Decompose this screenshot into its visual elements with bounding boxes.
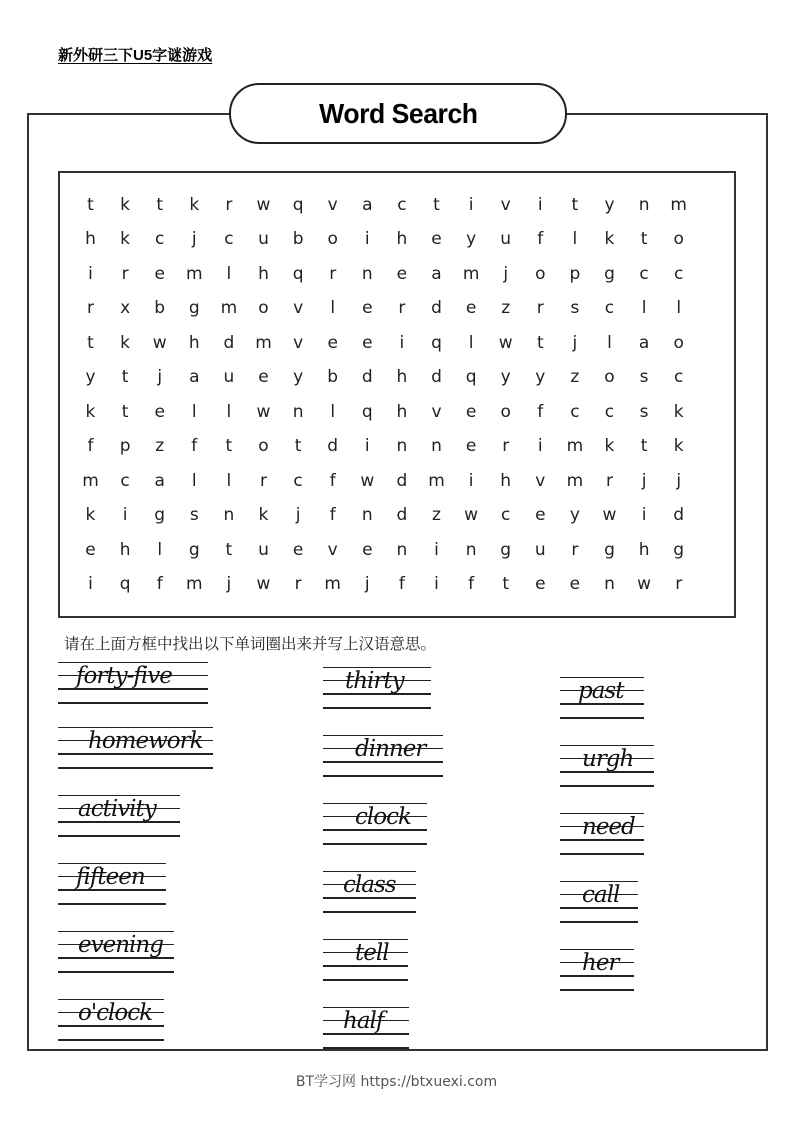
- grid-letter[interactable]: p: [569, 264, 581, 284]
- grid-letter[interactable]: u: [258, 540, 269, 560]
- vocabulary-word: fifteen: [76, 864, 145, 890]
- grid-letter[interactable]: v: [327, 540, 338, 560]
- grid-letter[interactable]: t: [640, 436, 648, 456]
- grid-letter[interactable]: d: [396, 505, 408, 525]
- grid-letter[interactable]: l: [468, 333, 474, 353]
- grid-letter[interactable]: i: [641, 505, 647, 525]
- grid-letter[interactable]: f: [537, 402, 544, 422]
- grid-letter[interactable]: a: [362, 195, 373, 215]
- grid-letter[interactable]: l: [226, 402, 232, 422]
- handwriting-guide-line: [58, 702, 208, 704]
- grid-letter[interactable]: e: [465, 402, 477, 422]
- grid-letter[interactable]: l: [191, 471, 197, 491]
- grid-letter[interactable]: b: [292, 229, 304, 249]
- grid-letter[interactable]: u: [534, 540, 546, 560]
- vocabulary-word: urgh: [582, 746, 634, 772]
- grid-letter[interactable]: t: [640, 229, 648, 249]
- vocabulary-word: her: [582, 950, 619, 976]
- vocabulary-item: [58, 795, 180, 835]
- grid-letter[interactable]: q: [292, 264, 304, 284]
- grid-letter[interactable]: w: [256, 195, 271, 215]
- grid-letter[interactable]: m: [82, 471, 99, 491]
- grid-letter[interactable]: t: [225, 540, 233, 560]
- grid-row: [60, 188, 734, 222]
- grid-letter[interactable]: d: [673, 505, 685, 525]
- grid-letter[interactable]: y: [85, 367, 96, 387]
- grid-letter[interactable]: z: [155, 436, 165, 456]
- grid-letter[interactable]: l: [330, 402, 336, 422]
- grid-letter[interactable]: w: [464, 505, 479, 525]
- grid-row: [60, 429, 734, 463]
- grid-letter[interactable]: n: [431, 436, 442, 456]
- grid-letter[interactable]: o: [604, 367, 615, 387]
- grid-letter[interactable]: z: [570, 367, 580, 387]
- grid-letter[interactable]: k: [258, 505, 269, 525]
- grid-letter[interactable]: t: [121, 402, 129, 422]
- grid-row: [60, 326, 734, 360]
- vocabulary-item: [560, 949, 634, 989]
- grid-letter[interactable]: q: [292, 195, 304, 215]
- grid-letter[interactable]: r: [294, 574, 302, 594]
- grid-letter[interactable]: g: [188, 540, 200, 560]
- grid-letter[interactable]: b: [154, 298, 166, 318]
- grid-letter[interactable]: t: [121, 367, 129, 387]
- grid-letter[interactable]: e: [85, 540, 96, 560]
- grid-letter[interactable]: y: [500, 367, 511, 387]
- grid-letter[interactable]: o: [535, 264, 546, 284]
- grid-letter[interactable]: i: [122, 505, 128, 525]
- grid-letter[interactable]: c: [674, 367, 684, 387]
- grid-letter[interactable]: l: [226, 264, 232, 284]
- grid-letter[interactable]: i: [434, 574, 439, 594]
- grid-letter[interactable]: n: [361, 505, 373, 525]
- grid-letter[interactable]: z: [432, 505, 441, 525]
- vocabulary-item: [58, 727, 213, 767]
- handwriting-guide-line: [560, 989, 634, 991]
- grid-letter[interactable]: w: [498, 333, 513, 353]
- vocabulary-item: [323, 1007, 409, 1047]
- vocabulary-item: [560, 745, 654, 785]
- grid-letter[interactable]: c: [604, 402, 615, 422]
- grid-letter[interactable]: e: [362, 298, 373, 318]
- grid-row: [60, 533, 734, 567]
- grid-letter[interactable]: q: [431, 333, 442, 353]
- handwriting-guide-line: [323, 979, 408, 981]
- grid-letter[interactable]: o: [673, 229, 684, 249]
- vocabulary-item: [58, 662, 208, 702]
- grid-letter[interactable]: o: [258, 298, 269, 318]
- vocabulary-word: evening: [78, 932, 163, 958]
- grid-letter[interactable]: l: [226, 471, 232, 491]
- grid-letter[interactable]: t: [87, 195, 94, 215]
- grid-letter[interactable]: e: [154, 402, 165, 422]
- vocabulary-item: [560, 677, 644, 717]
- grid-letter[interactable]: r: [605, 471, 613, 491]
- handwriting-guide-line: [323, 707, 431, 709]
- grid-letter[interactable]: e: [362, 333, 373, 353]
- grid-letter[interactable]: j: [572, 333, 578, 353]
- grid-letter[interactable]: v: [293, 298, 304, 318]
- grid-letter[interactable]: n: [223, 505, 235, 525]
- grid-row: [60, 291, 734, 325]
- grid-letter[interactable]: a: [154, 471, 165, 491]
- grid-letter[interactable]: w: [637, 574, 652, 594]
- grid-letter[interactable]: r: [86, 298, 94, 318]
- grid-letter[interactable]: t: [571, 195, 579, 215]
- grid-letter[interactable]: j: [157, 367, 163, 387]
- instruction-text: 请在上面方框中找出以下单词圈出来并写上汉语意思。: [64, 635, 437, 653]
- grid-letter[interactable]: k: [189, 195, 200, 215]
- grid-letter[interactable]: l: [572, 229, 578, 249]
- grid-letter[interactable]: j: [226, 574, 232, 594]
- grid-letter[interactable]: m: [462, 264, 480, 284]
- grid-letter[interactable]: i: [537, 436, 543, 456]
- grid-letter[interactable]: c: [604, 298, 615, 318]
- grid-letter[interactable]: i: [399, 333, 405, 353]
- grid-letter[interactable]: d: [431, 367, 442, 387]
- grid-letter[interactable]: b: [327, 367, 339, 387]
- grid-letter[interactable]: m: [220, 298, 238, 318]
- grid-letter[interactable]: f: [191, 436, 198, 456]
- grid-letter[interactable]: e: [465, 436, 477, 456]
- grid-letter[interactable]: f: [87, 436, 94, 456]
- handwriting-guide-line: [323, 911, 416, 913]
- grid-letter[interactable]: d: [396, 471, 408, 491]
- grid-letter[interactable]: c: [639, 264, 649, 284]
- grid-letter[interactable]: c: [501, 505, 511, 525]
- grid-letter[interactable]: x: [120, 298, 131, 318]
- grid-letter[interactable]: y: [604, 195, 615, 215]
- grid-letter[interactable]: f: [329, 505, 336, 525]
- grid-letter[interactable]: s: [639, 367, 649, 387]
- grid-letter[interactable]: i: [434, 540, 439, 560]
- grid-letter[interactable]: r: [329, 264, 337, 284]
- grid-letter[interactable]: a: [189, 367, 200, 387]
- grid-letter[interactable]: g: [604, 264, 615, 284]
- grid-letter[interactable]: u: [223, 367, 235, 387]
- grid-letter[interactable]: v: [293, 333, 304, 353]
- grid-letter[interactable]: e: [465, 298, 477, 318]
- grid-letter[interactable]: s: [639, 402, 649, 422]
- grid-letter[interactable]: h: [85, 229, 96, 249]
- grid-letter[interactable]: o: [327, 229, 338, 249]
- grid-letter[interactable]: k: [673, 436, 684, 456]
- grid-letter[interactable]: f: [468, 574, 475, 594]
- vocabulary-item: [560, 881, 638, 921]
- vocabulary-word: forty-five: [76, 663, 172, 689]
- grid-letter[interactable]: p: [119, 436, 131, 456]
- grid-letter[interactable]: k: [673, 402, 684, 422]
- grid-letter[interactable]: e: [431, 229, 442, 249]
- grid-letter[interactable]: q: [119, 574, 131, 594]
- grid-letter[interactable]: h: [188, 333, 200, 353]
- grid-letter[interactable]: n: [604, 574, 615, 594]
- grid-row: [60, 360, 734, 394]
- grid-letter[interactable]: j: [676, 471, 682, 491]
- grid-letter[interactable]: e: [535, 574, 546, 594]
- grid-letter[interactable]: h: [396, 229, 408, 249]
- vocabulary-item: [323, 667, 431, 707]
- handwriting-guide-line: [58, 971, 174, 973]
- handwriting-guide-line: [323, 843, 427, 845]
- grid-letter[interactable]: v: [431, 402, 442, 422]
- grid-letter[interactable]: q: [361, 402, 373, 422]
- grid-letter[interactable]: w: [360, 471, 375, 491]
- grid-letter[interactable]: m: [255, 333, 272, 353]
- grid-letter[interactable]: s: [570, 298, 580, 318]
- vocabulary-item: [58, 931, 174, 971]
- grid-letter[interactable]: w: [152, 333, 167, 353]
- grid-letter[interactable]: a: [638, 333, 650, 353]
- grid-letter[interactable]: e: [362, 540, 373, 560]
- handwriting-guide-line: [58, 767, 213, 769]
- grid-letter[interactable]: m: [566, 436, 584, 456]
- grid-letter[interactable]: h: [119, 540, 131, 560]
- grid-letter[interactable]: r: [259, 471, 267, 491]
- grid-letter[interactable]: i: [468, 195, 474, 215]
- grid-letter[interactable]: m: [186, 264, 203, 284]
- grid-letter[interactable]: i: [468, 471, 474, 491]
- grid-letter[interactable]: g: [604, 540, 615, 560]
- grid-row: [60, 222, 734, 256]
- vocabulary-word: need: [582, 814, 635, 840]
- grid-row: [60, 464, 734, 498]
- vocabulary-word: half: [343, 1008, 384, 1034]
- grid-letter[interactable]: m: [324, 574, 341, 594]
- handwriting-guide-line: [323, 1047, 409, 1049]
- grid-letter[interactable]: h: [638, 540, 650, 560]
- grid-letter[interactable]: y: [535, 367, 546, 387]
- grid-letter[interactable]: c: [570, 402, 580, 422]
- grid-letter[interactable]: k: [120, 195, 131, 215]
- handwriting-guide-line: [323, 775, 443, 777]
- grid-letter[interactable]: o: [258, 436, 269, 456]
- grid-letter[interactable]: h: [500, 471, 512, 491]
- document-title: 新外研三下U5字谜游戏: [58, 47, 213, 64]
- grid-letter[interactable]: d: [431, 298, 442, 318]
- grid-letter[interactable]: t: [433, 195, 440, 215]
- grid-letter[interactable]: f: [329, 471, 336, 491]
- grid-letter[interactable]: y: [569, 505, 580, 525]
- vocabulary-word: thirty: [345, 668, 404, 694]
- grid-letter[interactable]: i: [364, 229, 370, 249]
- grid-letter[interactable]: c: [120, 471, 130, 491]
- grid-letter[interactable]: n: [292, 402, 304, 422]
- handwriting-guide-line: [560, 921, 638, 923]
- grid-letter[interactable]: q: [465, 367, 477, 387]
- vocabulary-word: clock: [355, 804, 411, 830]
- grid-letter[interactable]: l: [641, 298, 647, 318]
- handwriting-guide-line: [560, 717, 644, 719]
- grid-letter[interactable]: h: [258, 264, 269, 284]
- grid-letter[interactable]: t: [225, 436, 233, 456]
- grid-letter[interactable]: v: [535, 471, 546, 491]
- grid-letter[interactable]: c: [155, 229, 165, 249]
- grid-letter[interactable]: k: [604, 229, 615, 249]
- grid-letter[interactable]: r: [502, 436, 510, 456]
- grid-letter[interactable]: r: [675, 574, 683, 594]
- grid-row: [60, 567, 734, 601]
- handwriting-guide-line: [560, 853, 644, 855]
- grid-letter[interactable]: j: [641, 471, 647, 491]
- grid-letter[interactable]: h: [396, 367, 408, 387]
- grid-row: [60, 395, 734, 429]
- grid-letter[interactable]: e: [154, 264, 165, 284]
- grid-letter[interactable]: o: [673, 333, 684, 353]
- grid-letter[interactable]: e: [569, 574, 581, 594]
- grid-letter[interactable]: c: [224, 229, 234, 249]
- grid-letter[interactable]: j: [295, 505, 301, 525]
- grid-letter[interactable]: e: [258, 367, 269, 387]
- grid-letter[interactable]: l: [157, 540, 163, 560]
- grid-letter[interactable]: m: [670, 195, 687, 215]
- grid-letter[interactable]: f: [156, 574, 163, 594]
- handwriting-guide-line: [58, 903, 166, 905]
- vocabulary-item: [58, 999, 164, 1039]
- grid-letter[interactable]: k: [85, 402, 96, 422]
- grid-letter[interactable]: i: [537, 195, 543, 215]
- vocabulary-word: homework: [88, 728, 203, 754]
- grid-letter[interactable]: u: [500, 229, 512, 249]
- grid-letter[interactable]: r: [398, 298, 406, 318]
- grid-letter[interactable]: w: [256, 574, 271, 594]
- grid-letter[interactable]: g: [154, 505, 166, 525]
- vocabulary-item: [323, 803, 427, 843]
- letter-grid: [58, 171, 736, 618]
- vocabulary-word: dinner: [355, 736, 426, 762]
- grid-letter[interactable]: m: [566, 471, 584, 491]
- grid-row: [60, 257, 734, 291]
- vocabulary-word: class: [343, 872, 396, 898]
- grid-letter[interactable]: m: [186, 574, 203, 594]
- vocabulary-word: tell: [355, 940, 389, 966]
- vocabulary-item: [58, 863, 166, 903]
- grid-letter[interactable]: a: [431, 264, 442, 284]
- grid-letter[interactable]: v: [500, 195, 511, 215]
- grid-letter[interactable]: g: [673, 540, 685, 560]
- grid-letter[interactable]: n: [638, 195, 650, 215]
- grid-letter[interactable]: n: [465, 540, 477, 560]
- grid-letter[interactable]: z: [501, 298, 511, 318]
- vocabulary-item: [323, 939, 408, 979]
- grid-letter[interactable]: d: [361, 367, 373, 387]
- grid-letter[interactable]: j: [364, 574, 370, 594]
- grid-letter[interactable]: j: [503, 264, 509, 284]
- vocabulary-word: past: [578, 678, 624, 704]
- grid-letter[interactable]: w: [256, 402, 271, 422]
- grid-letter[interactable]: y: [293, 367, 304, 387]
- grid-letter[interactable]: w: [602, 505, 617, 525]
- grid-letter[interactable]: t: [502, 574, 510, 594]
- grid-row: [60, 498, 734, 532]
- grid-letter[interactable]: l: [191, 402, 197, 422]
- grid-letter[interactable]: t: [294, 436, 302, 456]
- grid-letter[interactable]: e: [327, 333, 338, 353]
- grid-letter[interactable]: l: [676, 298, 682, 318]
- grid-letter[interactable]: c: [293, 471, 303, 491]
- vocabulary-word: activity: [78, 796, 156, 822]
- grid-letter[interactable]: o: [500, 402, 511, 422]
- grid-letter[interactable]: e: [535, 505, 546, 525]
- handwriting-guide-line: [58, 835, 180, 837]
- grid-letter[interactable]: v: [327, 195, 338, 215]
- handwriting-guide-line: [560, 785, 654, 787]
- grid-letter[interactable]: j: [191, 229, 197, 249]
- grid-letter[interactable]: m: [428, 471, 445, 491]
- handwriting-guide-line: [58, 1039, 164, 1041]
- grid-letter[interactable]: r: [536, 298, 544, 318]
- grid-letter[interactable]: g: [188, 298, 200, 318]
- vocabulary-word: o'clock: [78, 1000, 153, 1026]
- grid-letter[interactable]: g: [500, 540, 512, 560]
- grid-letter[interactable]: k: [604, 436, 615, 456]
- vocabulary-item: [323, 871, 416, 911]
- grid-letter[interactable]: k: [120, 229, 131, 249]
- grid-letter[interactable]: k: [85, 505, 96, 525]
- grid-letter[interactable]: c: [397, 195, 407, 215]
- grid-letter[interactable]: r: [571, 540, 579, 560]
- grid-letter[interactable]: y: [466, 229, 477, 249]
- vocabulary-item: [560, 813, 644, 853]
- grid-letter[interactable]: u: [258, 229, 269, 249]
- grid-letter[interactable]: r: [225, 195, 233, 215]
- grid-letter[interactable]: f: [398, 574, 405, 594]
- grid-letter[interactable]: f: [537, 229, 544, 249]
- grid-letter[interactable]: h: [396, 402, 408, 422]
- puzzle-title-banner: [229, 83, 567, 144]
- grid-letter[interactable]: k: [120, 333, 131, 353]
- grid-letter[interactable]: l: [607, 333, 612, 353]
- grid-letter[interactable]: i: [88, 264, 93, 284]
- grid-letter[interactable]: n: [396, 436, 408, 456]
- puzzle-title: Word Search: [318, 97, 478, 129]
- grid-letter[interactable]: i: [88, 574, 93, 594]
- grid-letter[interactable]: e: [396, 264, 408, 284]
- grid-letter[interactable]: d: [327, 436, 339, 456]
- grid-letter[interactable]: t: [536, 333, 544, 353]
- grid-letter[interactable]: n: [361, 264, 373, 284]
- grid-letter[interactable]: d: [223, 333, 235, 353]
- grid-letter[interactable]: c: [674, 264, 684, 284]
- grid-letter[interactable]: s: [189, 505, 199, 525]
- grid-letter[interactable]: t: [87, 333, 94, 353]
- grid-letter[interactable]: e: [292, 540, 304, 560]
- grid-letter[interactable]: r: [121, 264, 129, 284]
- grid-letter[interactable]: l: [330, 298, 336, 318]
- vocabulary-item: [323, 735, 443, 775]
- grid-letter[interactable]: i: [364, 436, 370, 456]
- vocabulary-word: call: [582, 882, 620, 908]
- grid-letter[interactable]: t: [156, 195, 164, 215]
- grid-letter[interactable]: n: [396, 540, 408, 560]
- footer-watermark: BT学习网 https://btxuexi.com: [295, 1074, 498, 1090]
